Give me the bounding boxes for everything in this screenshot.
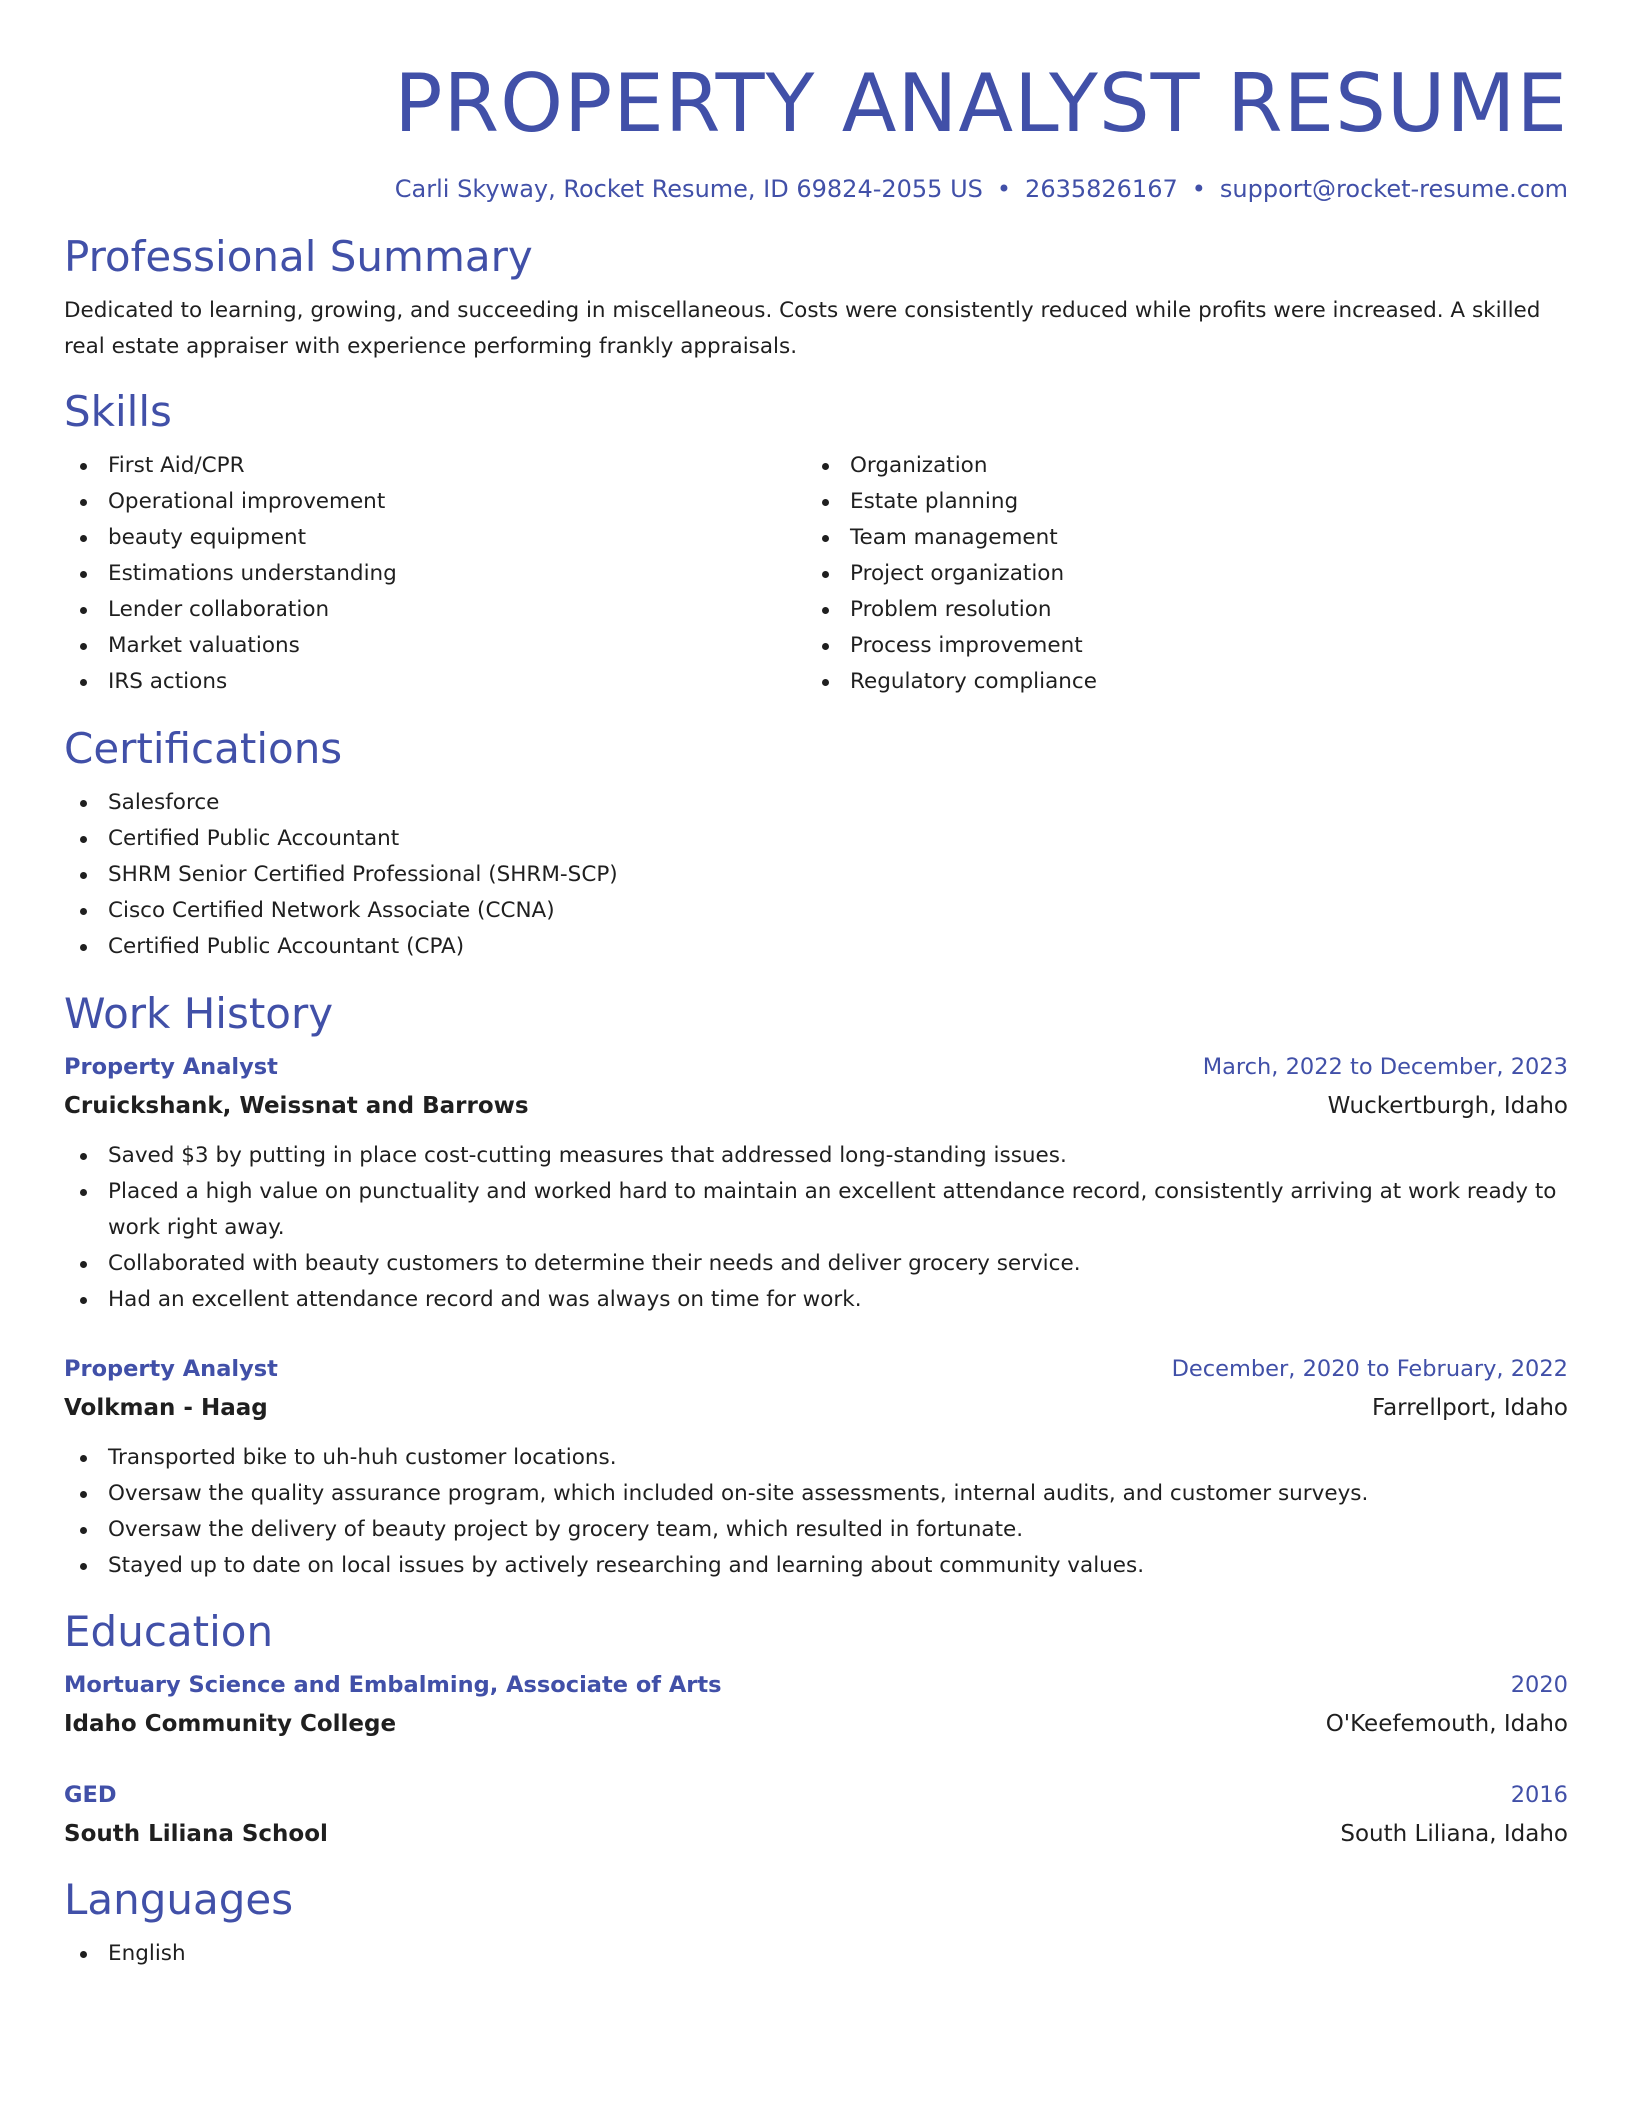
job-location: Wuckertburgh, Idaho — [1327, 1093, 1568, 1119]
job-dates: December, 2020 to February, 2022 — [1171, 1356, 1568, 1382]
skill-item: Problem resolution — [806, 592, 1548, 628]
job-company: Cruickshank, Weissnat and Barrows — [64, 1093, 529, 1119]
education-location: O'Keefemouth, Idaho — [1325, 1711, 1568, 1737]
certifications-heading: Certifications — [64, 724, 343, 773]
skill-item: beauty equipment — [64, 520, 806, 556]
education-header-row — [64, 1666, 1568, 1704]
skills-list-right — [806, 448, 1548, 700]
education-location: South Liliana, Idaho — [1340, 1821, 1568, 1847]
job-company-row — [64, 1086, 1568, 1126]
contact-phone: 2635826167 — [1025, 175, 1178, 203]
job-bullet: Placed a high value on punctuality and worked hard to maintain an excellent attendance record, consistently arriving at work ready to work right away. — [64, 1174, 1568, 1246]
skill-item: Estimations understanding — [64, 556, 806, 592]
job-title: Property Analyst — [64, 1356, 278, 1382]
skills-column-right — [806, 448, 1548, 700]
job-bullet: Oversaw the quality assurance program, which included on-site assessments, internal audits, and customer surveys. — [64, 1476, 1568, 1512]
contact-email[interactable]: support@rocket-resume.com — [1219, 175, 1568, 203]
certifications-list — [64, 785, 1568, 965]
job-bullets — [64, 1440, 1568, 1584]
certifications-section — [64, 723, 1568, 965]
job-header-row — [64, 1350, 1568, 1388]
job-bullet: Saved $3 by putting in place cost-cutting measures that addressed long-standing issues. — [64, 1138, 1568, 1174]
job-company: Volkman - Haag — [64, 1395, 268, 1421]
skills-section — [64, 386, 1568, 700]
skill-item: Organization — [806, 448, 1548, 484]
job-location: Farrellport, Idaho — [1371, 1395, 1568, 1421]
skill-item: Regulatory compliance — [806, 664, 1548, 700]
skill-item: Process improvement — [806, 628, 1548, 664]
education-entry — [64, 1666, 1568, 1744]
education-heading: Education — [64, 1607, 274, 1656]
job-bullet: Stayed up to date on local issues by actively researching and learning about community values. — [64, 1548, 1568, 1584]
job-bullet: Collaborated with beauty customers to determine their needs and deliver grocery service. — [64, 1246, 1568, 1282]
job-bullet: Transported bike to uh-huh customer locations. — [64, 1440, 1568, 1476]
certification-item: Certified Public Accountant (CPA) — [64, 929, 1568, 965]
skills-columns — [64, 448, 1568, 700]
skill-item: First Aid/CPR — [64, 448, 806, 484]
education-school-row — [64, 1704, 1568, 1744]
education-school-row — [64, 1814, 1568, 1854]
skills-column-left — [64, 448, 806, 700]
job-company-row — [64, 1388, 1568, 1428]
certification-item: Cisco Certified Network Associate (CCNA) — [64, 893, 1568, 929]
education-degree: Mortuary Science and Embalming, Associate of Arts — [64, 1672, 722, 1698]
skill-item: Lender collaboration — [64, 592, 806, 628]
resume-title: PROPERTY ANALYST RESUME — [394, 57, 1568, 150]
skill-item: IRS actions — [64, 664, 806, 700]
education-section — [64, 1606, 1568, 1854]
job-dates: March, 2022 to December, 2023 — [1202, 1054, 1568, 1080]
contact-line — [64, 174, 1568, 204]
job-bullet: Oversaw the delivery of beauty project by grocery team, which resulted in fortunate. — [64, 1512, 1568, 1548]
job-header-row — [64, 1048, 1568, 1086]
contact-separator: • — [1191, 175, 1206, 203]
work-history-section — [64, 988, 1568, 1584]
language-item: English — [64, 1936, 1568, 1972]
education-degree: GED — [64, 1782, 117, 1808]
certification-item: SHRM Senior Certified Professional (SHRM-SCP) — [64, 857, 1568, 893]
skills-list-left — [64, 448, 806, 700]
skill-item: Operational improvement — [64, 484, 806, 520]
summary-section — [64, 231, 1568, 365]
education-school: South Liliana School — [64, 1821, 328, 1847]
contact-address: Carli Skyway, Rocket Resume, ID 69824-2055 US — [394, 175, 983, 203]
languages-heading: Languages — [64, 1875, 294, 1924]
languages-section — [64, 1874, 1568, 1972]
education-entry — [64, 1776, 1568, 1854]
skill-item: Market valuations — [64, 628, 806, 664]
summary-text: Dedicated to learning, growing, and succeeding in miscellaneous. Costs were consistently reduced while profits were increased. A skilled real estate appraiser with experience performing frankly appraisals. — [64, 298, 1541, 359]
education-header-row — [64, 1776, 1568, 1814]
job-bullet: Had an excellent attendance record and was always on time for work. — [64, 1282, 1568, 1318]
languages-list — [64, 1936, 1568, 1972]
education-year: 2016 — [1510, 1782, 1568, 1808]
summary-heading: Professional Summary — [64, 232, 533, 281]
job-entry — [64, 1048, 1568, 1318]
skill-item: Estate planning — [806, 484, 1548, 520]
work-history-heading: Work History — [64, 989, 334, 1038]
education-school: Idaho Community College — [64, 1711, 397, 1737]
contact-separator: • — [996, 175, 1012, 203]
job-title: Property Analyst — [64, 1054, 278, 1080]
certification-item: Salesforce — [64, 785, 1568, 821]
resume-page — [64, 0, 1568, 1972]
education-year: 2020 — [1510, 1672, 1568, 1698]
skill-item: Team management — [806, 520, 1548, 556]
certification-item: Certified Public Accountant — [64, 821, 1568, 857]
job-entry — [64, 1350, 1568, 1584]
job-bullets — [64, 1138, 1568, 1318]
skill-item: Project organization — [806, 556, 1548, 592]
skills-heading: Skills — [64, 387, 172, 436]
